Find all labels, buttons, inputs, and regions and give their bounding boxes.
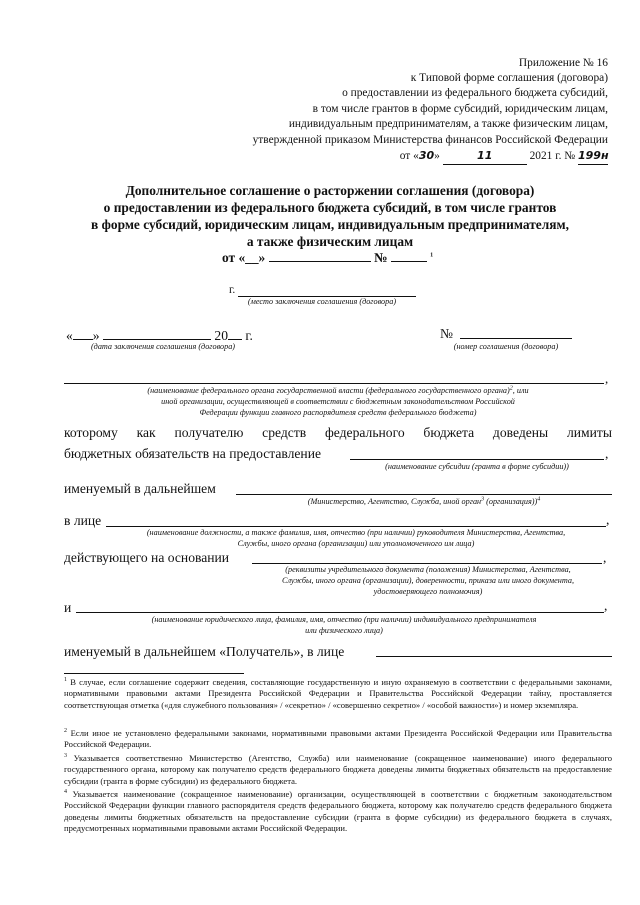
authority-caption-line-3: Федерации функции главного распорядителя средств федерального бюджета) (199, 408, 477, 417)
order-day: 30 (418, 149, 435, 162)
subsidy-caption: (наименование субсидии (гранта в форме субсидии)) (385, 462, 569, 471)
appendix-title: Приложение № 16 (518, 57, 608, 69)
title-date-field[interactable] (269, 250, 371, 262)
party-field[interactable] (76, 612, 604, 613)
recipient-field[interactable] (376, 656, 612, 657)
basis-caption-line-1: (реквизиты учредительного документа (положения) Министерства, Агентства, (285, 565, 571, 574)
basis-field[interactable] (252, 563, 602, 564)
agreement-number-caption: (номер соглашения (договора) (453, 342, 559, 351)
basis-caption-line-3: удостоверяющего полномочия) (373, 587, 483, 596)
person-label: в лице (64, 513, 102, 528)
basis-caption-line-2: Службы, иного органа (организации), доверенности, приказа или иного документа, (281, 576, 575, 585)
document-title-line-3: в форме субсидий, юридическим лицам, индивидуальным предпринимателям, (91, 217, 569, 232)
person-caption-line-2: Службы, иного органа (организации) или уполномоченного им лица) (237, 539, 475, 548)
agreement-month-field[interactable] (103, 327, 211, 340)
party-caption-line-1: (наименование юридического лица, фамилия, имя, отчество (при наличии) индивидуального предпринимателя (151, 615, 537, 624)
agreement-day-field[interactable] (73, 327, 93, 340)
agreement-date-field: « » 20 г. (66, 328, 253, 343)
agreement-date-caption: (дата заключения соглашения (договора) (90, 342, 236, 351)
order-month: 11 (443, 148, 527, 165)
place-caption: (место заключения соглашения (договора) (247, 297, 397, 306)
recipient-statement-line-2: бюджетных обязательств на предоставление (64, 446, 322, 461)
header-line-4: в том числе грантов в форме субсидий, юридическим лицам, (312, 103, 608, 115)
person-comma: , (606, 512, 610, 527)
agreement-number-field[interactable] (460, 338, 572, 339)
footnote-4: $^4$ Указывается наименование (сокращенное наименование) организации, осуществляющей в соответствии с бюджетным законодательством Российской Федерации функции главного распорядителя средств федерального бюджета, которому как получателю средств федерального бюджета доведены лимиты бюджетных обязательств на предоставление субсидии (гранта в форме субсидии) из федерального бюджета в случаях, предусмотренных нормативными правовыми актами Российской Федерации. (64, 789, 612, 834)
person-caption-line-1: (наименование должности, а также фамилия, имя, отчество (при наличии) руководителя Министерства, Агентства, (146, 528, 566, 537)
basis-comma: , (603, 550, 607, 565)
document-title-date-number: от «__» № $^1$ (222, 250, 434, 265)
order-number: 199н (578, 148, 608, 165)
authority-field[interactable] (64, 383, 604, 384)
footnote-separator (64, 673, 244, 674)
title-number-field[interactable] (391, 250, 427, 262)
authority-caption-line-2: иной организации, осуществляющей в соответствии с бюджетным законодательством Российской (161, 397, 515, 406)
recipient-statement-line-1: которому как получателю средств федерального бюджета доведены лимиты (64, 425, 612, 440)
party-comma: , (604, 598, 608, 613)
party-caption-line-2: или физического лица) (305, 626, 383, 635)
document-title-line-4: а также физическим лицам (246, 234, 414, 249)
footnote-2: $^2$ Если иное не установлено федеральными законами, нормативными правовыми актами Президента Российской Федерации или Правительства Российской Федерации. (64, 728, 612, 750)
authority-comma: , (605, 371, 609, 386)
footnote-1: $^1$ В случае, если соглашение содержит сведения, составляющие государственную и иную охраняемую в соответствии с федеральными законами, нормативными правовыми актами Президента Российской Федерации и Правительства Российской Федерации тайну, проставляется соответствующая отметка («для служебного пользования» / «секретно» / «совершенно секретно» / «особой важности») и номер экземпляра. (64, 677, 612, 710)
place-label: г. (229, 284, 236, 296)
authority-caption-line-1: (наименование федерального органа государственной власти (федерального государственного органа)$^2$, или (147, 385, 529, 395)
and-label: и (64, 600, 72, 615)
basis-label: действующего на основании (64, 550, 230, 565)
document-title-line-1: Дополнительное соглашение о расторжении соглашения (договора) (125, 183, 535, 198)
header-line-6: утвержденной приказом Министерства финансов Российской Федерации (252, 134, 608, 146)
agreement-year-field[interactable] (228, 327, 242, 340)
header-line-2: к Типовой форме соглашения (договора) (410, 72, 608, 84)
agreement-number-label: № (440, 326, 453, 341)
named-field[interactable] (236, 494, 612, 495)
named-caption: (Министерство, Агентство, Служба, иной орган$^3$ (организация))$^4$ (307, 496, 541, 506)
document-title-line-2: о предоставлении из федерального бюджета субсидий, в том числе грантов (103, 200, 557, 215)
header-order-date: от «30» 11 2021 г. № 199н (400, 148, 608, 165)
subsidy-comma: , (605, 446, 609, 461)
header-line-5: индивидуальным предпринимателям, а также физическим лицам, (288, 118, 608, 130)
named-label: именуемый в дальнейшем (64, 481, 216, 496)
recipient-label: именуемый в дальнейшем «Получатель», в лице (64, 644, 345, 659)
header-line-3: о предоставлении из федерального бюджета субсидий, (342, 87, 608, 99)
footnote-3: $^3$ Указывается соответственно Министерство (Агентство, Служба) или наименование (сокращенное наименование) иного федерального государственного органа, которому как получателю средств федерального бюджета доведены лимиты бюджетных обязательств на предоставление субсидии (гранта в форме субсидии) из федерального бюджета. (64, 753, 612, 786)
subsidy-name-field[interactable] (350, 459, 604, 460)
person-field[interactable] (106, 526, 606, 527)
